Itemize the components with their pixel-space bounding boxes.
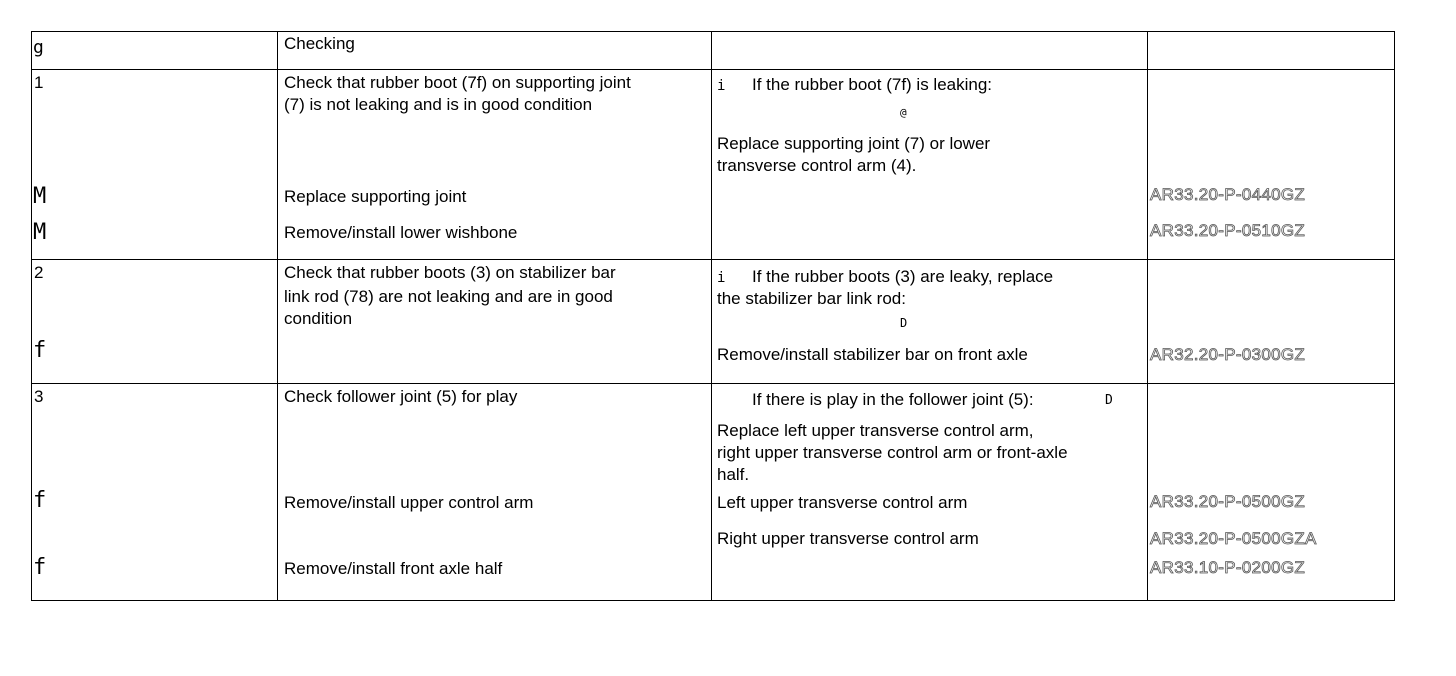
- check-text: link rod (78) are not leaking and are in good: [284, 287, 613, 306]
- section-title: Checking: [284, 34, 355, 53]
- detail-text: Left upper transverse control arm: [717, 493, 968, 512]
- procedure-f-icon: f: [33, 338, 47, 363]
- procedure-m-icon: M: [33, 220, 47, 245]
- check-text: Check follower joint (5) for play: [284, 387, 518, 406]
- action-text: half.: [717, 465, 750, 484]
- row-divider: [31, 69, 1395, 70]
- condition-text: If there is play in the follower joint (5):: [752, 390, 1034, 409]
- procedure-m-icon: M: [33, 184, 47, 209]
- procedure-link[interactable]: Remove/install stabilizer bar on front axle: [717, 345, 1028, 364]
- checking-symbol-icon: g: [33, 37, 44, 58]
- info-icon: i: [717, 270, 726, 286]
- step-number: 1: [34, 73, 44, 92]
- procedure-link[interactable]: Remove/install lower wishbone: [284, 223, 518, 242]
- info-icon: i: [717, 78, 726, 94]
- reference-code[interactable]: AR32.20-P-0300GZ: [1150, 345, 1306, 364]
- procedure-link[interactable]: Remove/install front axle half: [284, 559, 503, 578]
- row-divider: [31, 383, 1395, 384]
- condition-text: If the rubber boots (3) are leaky, replace: [752, 267, 1054, 286]
- reference-code[interactable]: AR33.20-P-0440GZ: [1150, 185, 1306, 204]
- check-text: (7) is not leaking and is in good condition: [284, 95, 593, 114]
- check-text: Check that rubber boots (3) on stabilizer bar: [284, 263, 616, 282]
- step-number: 3: [34, 387, 44, 406]
- condition-text: the stabilizer bar link rod:: [717, 289, 906, 308]
- action-text: right upper transverse control arm or front-axle: [717, 443, 1068, 462]
- procedure-table: [31, 31, 1395, 601]
- step-number: 2: [34, 263, 44, 282]
- action-text: transverse control arm (4).: [717, 156, 917, 175]
- row-divider: [31, 259, 1395, 260]
- procedure-link[interactable]: Replace supporting joint: [284, 187, 467, 206]
- column-divider: [277, 31, 278, 601]
- note-icon: D: [1105, 393, 1113, 408]
- procedure-link[interactable]: Remove/install upper control arm: [284, 493, 534, 512]
- reference-code[interactable]: AR33.20-P-0510GZ: [1150, 221, 1306, 240]
- reference-code[interactable]: AR33.20-P-0500GZ: [1150, 492, 1306, 511]
- procedure-f-icon: f: [33, 488, 47, 513]
- action-text: Replace left upper transverse control arm,: [717, 421, 1034, 440]
- procedure-f-icon: f: [33, 555, 47, 580]
- column-divider: [711, 31, 712, 601]
- column-divider: [1147, 31, 1148, 601]
- reference-code[interactable]: AR33.20-P-0500GZA: [1150, 529, 1317, 548]
- note-icon: @: [900, 106, 907, 119]
- condition-text: If the rubber boot (7f) is leaking:: [752, 75, 993, 94]
- check-text: Check that rubber boot (7f) on supporting joint: [284, 73, 631, 92]
- action-text: Replace supporting joint (7) or lower: [717, 134, 991, 153]
- note-icon: D: [900, 316, 908, 330]
- check-text: condition: [284, 309, 353, 328]
- reference-code[interactable]: AR33.10-P-0200GZ: [1150, 558, 1306, 577]
- detail-text: Right upper transverse control arm: [717, 529, 979, 548]
